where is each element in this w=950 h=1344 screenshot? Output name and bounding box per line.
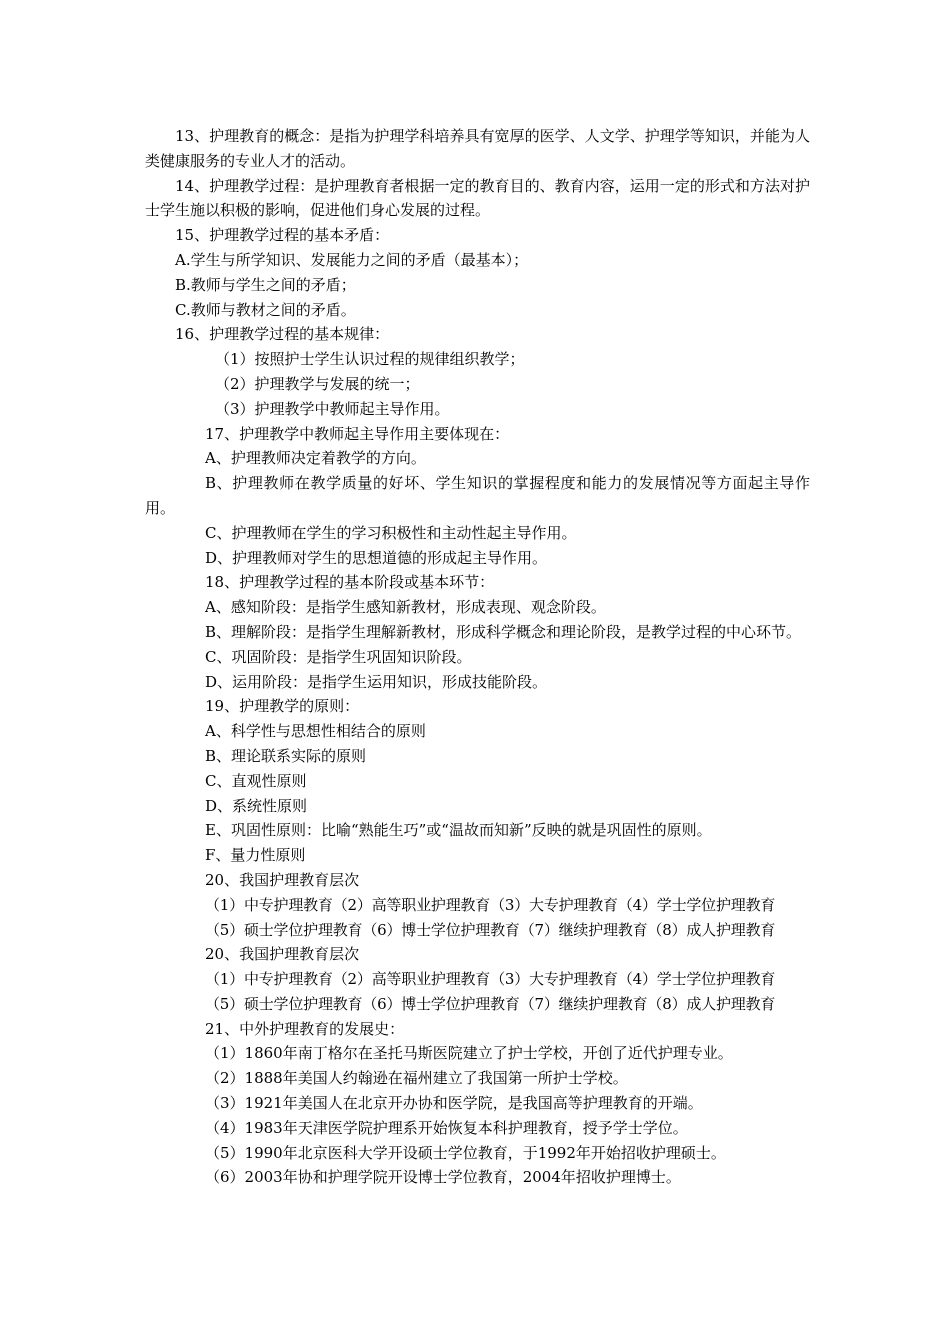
list-item: （2）1888年美国人约翰逊在福州建立了我国第一所护士学校。 xyxy=(205,1069,628,1088)
list-item: C、护理教师在学生的学习积极性和主动性起主导作用。 xyxy=(205,523,577,542)
list-item: A、科学性与思想性相结合的原则 xyxy=(205,722,426,741)
list-item: （2）护理教学与发展的统一； xyxy=(215,374,420,393)
list-item: B、理解阶段：是指学生理解新教材，形成科学概念和理论阶段，是教学过程的中心环节。 xyxy=(205,622,802,641)
list-item: （3）护理教学中教师起主导作用。 xyxy=(215,399,450,418)
list-item: B、护理教师在教学质量的好坏、学生知识的掌握程度和能力的发展情况等方面起主导作用。 xyxy=(145,474,810,517)
paragraph-19-heading: 19、护理教学的原则： xyxy=(205,697,360,716)
list-item: （1）中专护理教育（2）高等职业护理教育（3）大专护理教育（4）学士学位护理教育 xyxy=(205,895,776,914)
list-item: C、直观性原则 xyxy=(205,771,307,790)
list-item: （4）1983年天津医学院护理系开始恢复本科护理教育，授予学士学位。 xyxy=(205,1118,688,1137)
list-item: （1）1860年南丁格尔在圣托马斯医院建立了护士学校，开创了近代护理专业。 xyxy=(205,1044,733,1063)
paragraph-20-heading-repeat: 20、我国护理教育层次 xyxy=(205,945,360,964)
list-item: （5）硕士学位护理教育（6）博士学位护理教育（7）继续护理教育（8）成人护理教育 xyxy=(205,920,776,939)
paragraph-18-heading: 18、护理教学过程的基本阶段或基本环节： xyxy=(205,573,495,592)
list-item: C、巩固阶段：是指学生巩固知识阶段。 xyxy=(205,647,472,666)
list-item: B、理论联系实际的原则 xyxy=(205,746,367,765)
list-item: F、量力性原则 xyxy=(205,846,306,865)
list-item: A.学生与所学知识、发展能力之间的矛盾（最基本）； xyxy=(175,250,529,269)
list-item: D、运用阶段：是指学生运用知识，形成技能阶段。 xyxy=(205,672,548,691)
paragraph-15-heading: 15、护理教学过程的基本矛盾： xyxy=(175,226,390,245)
list-item: D、护理教师对学生的思想道德的形成起主导作用。 xyxy=(205,548,548,567)
list-item: （6）2003年协和护理学院开设博士学位教育，2004年招收护理博士。 xyxy=(205,1168,681,1187)
list-item: （1）按照护士学生认识过程的规律组织教学； xyxy=(215,350,525,369)
document-body xyxy=(145,124,810,1190)
paragraph-13-definition: 13、护理教育的概念：是指为护理学科培养具有宽厚的医学、人文学、护理学等知识，并能为人类健康服务的专业人才的活动。 xyxy=(145,127,810,170)
list-item: E、巩固性原则：比喻“熟能生巧”或“温故而知新”反映的就是巩固性的原则。 xyxy=(205,821,712,840)
list-item: （1）中专护理教育（2）高等职业护理教育（3）大专护理教育（4）学士学位护理教育 xyxy=(205,970,776,989)
list-item: A、感知阶段：是指学生感知新教材，形成表现、观念阶段。 xyxy=(205,598,606,617)
paragraph-16-heading: 16、护理教学过程的基本规律： xyxy=(175,325,390,344)
list-item: A、护理教师决定着教学的方向。 xyxy=(205,449,426,468)
list-item: C.教师与教材之间的矛盾。 xyxy=(175,300,356,319)
list-item: D、系统性原则 xyxy=(205,796,308,815)
list-item: （5）1990年北京医科大学开设硕士学位教育，于1992年开始招收护理硕士。 xyxy=(205,1143,726,1162)
list-item: （3）1921年美国人在北京开办协和医学院，是我国高等护理教育的开端。 xyxy=(205,1094,703,1113)
paragraph-17-heading: 17、护理教学中教师起主导作用主要体现在： xyxy=(205,424,510,443)
paragraph-21-heading: 21、中外护理教育的发展史： xyxy=(205,1019,405,1038)
paragraph-20-heading: 20、我国护理教育层次 xyxy=(205,870,360,889)
list-item: B.教师与学生之间的矛盾； xyxy=(175,275,356,294)
paragraph-14-teaching-process: 14、护理教学过程：是护理教育者根据一定的教育目的、教育内容，运用一定的形式和方法对护士学生施以积极的影响，促进他们身心发展的过程。 xyxy=(145,176,810,220)
list-item: （5）硕士学位护理教育（6）博士学位护理教育（7）继续护理教育（8）成人护理教育 xyxy=(205,994,776,1013)
